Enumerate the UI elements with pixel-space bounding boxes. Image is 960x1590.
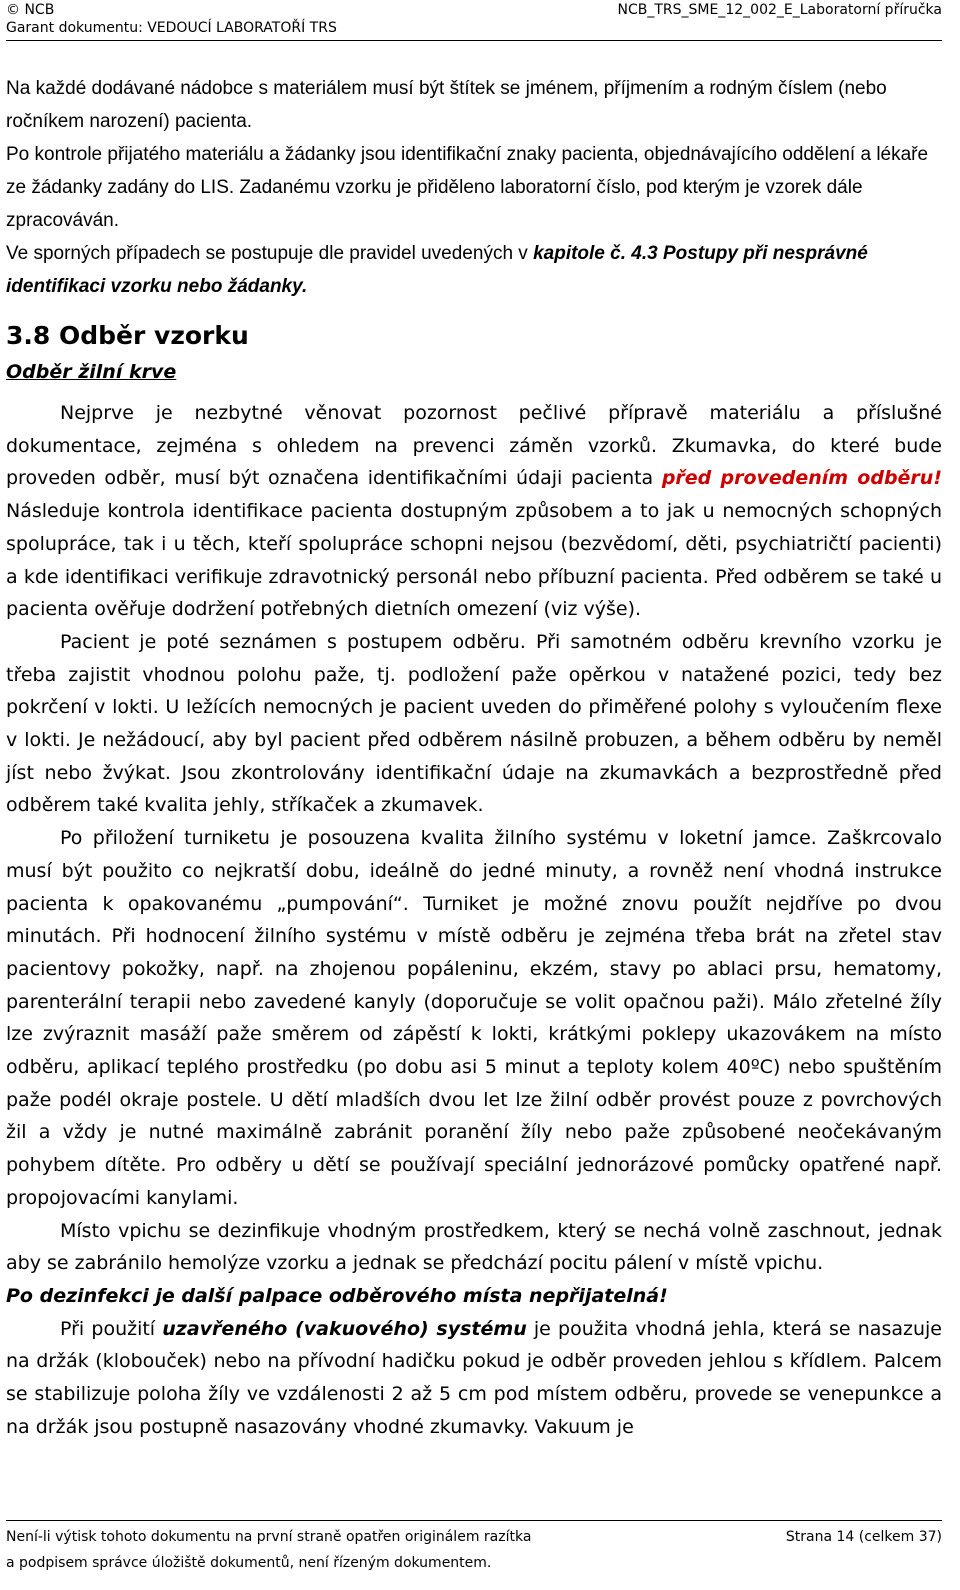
- footer-notice-line1: Není-li výtisk tohoto dokumentu na první straně opatřen originálem razítka: [6, 1529, 532, 1545]
- paragraph-tourniquet: Po přiložení turniketu je posouzena kvalita žilního systému v loketní jamce. Zaškrcovalo musí být použito co nejkratší dobu, ideálně do jedné minuty, a rovněž není vhodná instrukce pacienta k opakovanému „pumpování“. Turniket je možné znovu použít nejdříve po dvou minutách. Při hodnocení žilního systému v místě odběru je zejména třeba brát na zřetel stav pacientovy pokožky, např. na zhojenou popáleninu, ekzém, stavy po ablaci prsu, hematomy, parenterální terapii nebo zavedené kanyly (doporučuje se volit opačnou paži). Málo zřetelné žíly lze zvýraznit masáží paže směrem od zápěstí k lokti, krátkými poklepy ukazovákem na místo odběru, aplikací teplého prostředku (po dobu asi 5 minut a teploty kolem 40ºC) nebo spuštěním paže podél okraje postele. U dětí mladších dvou let lze žilní odběr provést pouze z povrchových žil a vždy je nutné maximálně zabránit poranění žíly nebo paže způsobené neočekávaným pohybem dítěte. Pro odběry u dětí se používají speciální jednorázové pomůcky opatřené např. propojovacími kanylami.: [6, 827, 942, 1209]
- intro-paragraph-disputes: [6, 237, 942, 303]
- section-heading: 3.8 Odběr vzorku: [6, 321, 249, 350]
- blood-collection-text: [6, 397, 942, 1444]
- vacuum-system-term: uzavřeného (vakuového) systému: [162, 1317, 527, 1340]
- paragraph-patient-position: Pacient je poté seznámen s postupem odběru. Při samotném odběru krevního vzorku je třeba zajistit vhodnou polohu paže, tj. podložení paže opěrkou v natažené pozici, tedy bez pokrčení v lokti. U ležících nemocných je pacient uveden do přiměřené polohy s vyloučením flexe v lokti. Je nežádoucí, aby byl pacient před odběrem násilně probuzen, a během odběru by neměl jíst nebo žvýkat. Jsou zkontrolovány identifikační údaje na zkumavkách a bezprostředně před odběrem také kvalita jehly, stříkaček a zkumavek.: [6, 630, 942, 817]
- paragraph-disinfection: Místo vpichu se dezinfikuje vhodným prostředkem, který se nechá volně zaschnout, jednak aby se zabránilo hemolýze vzorku a jednak se předchází pocitu pálení v místě vpichu.: [6, 1219, 942, 1275]
- palpation-warning: Po dezinfekci je další palpace odběrového místa nepřijatelná!: [6, 1284, 668, 1307]
- paragraph-vacuum-system: [6, 1313, 942, 1444]
- header-left: [6, 1, 337, 37]
- document-body: [6, 72, 942, 1444]
- vacuum-description-text: je použita vhodná jehla, která se nasazuje na držák (klobouček) nebo na přívodní hadičku pokud je odběr proveden jehlou s křídlem. Palcem se stabilizuje poloha žíly ve vzdálenosti 2 až 5 cm pod místem odběru, provede se venepunkce a na držák jsou postupně nasazovány vhodné zkumavky. Vakuum je: [6, 1317, 942, 1438]
- chapter-reference: kapitole č. 4.3 Postupy při nesprávné identifikaci vzorku nebo žádanky.: [6, 243, 868, 297]
- intro-block: [6, 72, 942, 303]
- preparation-text: Nejprve je nezbytné věnovat pozornost pečlivé přípravě materiálu a příslušné dokumentace, zejména s ohledem na prevenci záměn vzorků. Zkumavka, do které bude proveden odběr, musí být označena identifikačními údaji pacienta: [6, 402, 942, 490]
- page-footer: [6, 1516, 942, 1590]
- vacuum-intro-text: Při použití: [60, 1317, 163, 1340]
- document-guarantor: Garant dokumentu: VEDOUCÍ LABORATOŘÍ TRS: [6, 20, 337, 36]
- footer-notice-line2: a podpisem správce úložiště dokumentů, není řízeným dokumentem.: [6, 1555, 492, 1571]
- copyright-text: © NCB: [6, 2, 55, 18]
- identification-text: Následuje kontrola identifikace pacienta dostupným způsobem a to jak u nemocných schopných spolupráce, tak i u těch, kteří spolupráce schopni nejsou (bezvědomí, děti, psychiatričtí pacienti) a kde identifikaci verifikuje zdravotnický personál nebo příbuzní pacienta. Před odběrem se také u pacienta ověřuje dodržení potřebných dietních omezení (viz výše).: [6, 500, 942, 621]
- before-collection-warning: před provedením odběru!: [661, 467, 942, 490]
- page-number: Strana 14 (celkem 37): [785, 1529, 942, 1545]
- page-header: [6, 0, 942, 41]
- disputes-text: Ve sporných případech se postupuje dle pravidel uvedených v: [6, 243, 534, 264]
- paragraph-preparation: [6, 397, 942, 626]
- footer-divider: [6, 1520, 942, 1521]
- intro-paragraph-lis: Po kontrole přijatého materiálu a žádanky jsou identifikační znaky pacienta, objednávajícího oddělení a lékaře ze žádanky zadány do LIS. Zadanému vzorku je přiděleno laboratorní číslo, pod kterým je vzorek dále zpracováván.: [6, 144, 929, 231]
- document-code: NCB_TRS_SME_12_002_E_Laboratorní příručka: [617, 2, 942, 18]
- subsection-heading: Odběr žilní krve: [6, 361, 177, 383]
- intro-paragraph-labeling: Na každé dodávané nádobce s materiálem musí být štítek se jménem, příjmením a rodným číslem (nebo ročníkem narození) pacienta.: [6, 78, 887, 132]
